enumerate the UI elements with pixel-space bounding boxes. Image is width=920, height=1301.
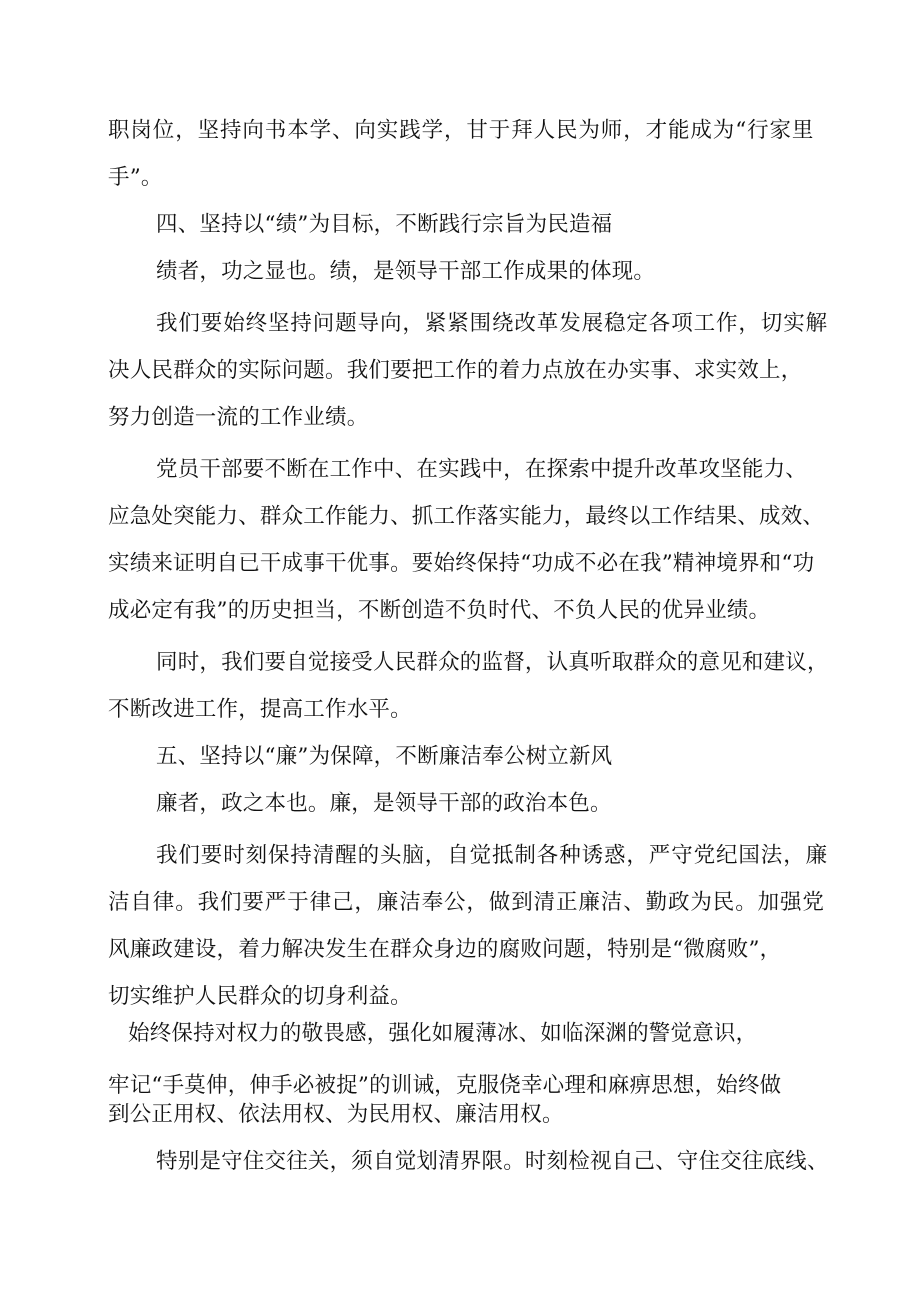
text-line-15: 廉者，政之本也。廉，是领导干部的政治本色。	[156, 791, 612, 816]
text-line-23: 特别是守住交往关，须自觉划清界限。时刻检视自己、守住交往底线、	[156, 1149, 829, 1174]
section-heading-5: 五、坚持以“廉”为保障，不断廉洁奉公树立新风	[156, 744, 613, 769]
text-line-7: 努力创造一流的工作业绩。	[108, 405, 369, 430]
text-line-4: 绩者，功之显也。绩，是领导干部工作成果的体现。	[156, 259, 656, 284]
text-line-20: 始终保持对权力的敬畏感，强化如履薄冰、如临深渊的警觉意识，	[128, 1021, 758, 1046]
text-line-11: 成必定有我”的历史担当，不断创造不负时代、不负人民的优异业绩。	[108, 598, 771, 623]
text-line-6: 决人民群众的实际问题。我们要把工作的着力点放在办实事、求实效上，	[108, 358, 803, 383]
text-line-17: 洁自律。我们要严于律己，廉洁奉公，做到清正廉洁、勤政为民。加强党	[108, 890, 825, 915]
text-line-16: 我们要时刻保持清醒的头脑，自觉抵制各种诱惑，严守党纪国法，廉	[156, 843, 829, 868]
text-line-19: 切实维护人民群众的切身利益。	[108, 984, 412, 1009]
text-line-5: 我们要始终坚持问题导向，紧紧围绕改革发展稳定各项工作，切实解	[156, 311, 829, 336]
text-line-9: 应急处突能力、群众工作能力、抓工作落实能力，最终以工作结果、成效、	[108, 504, 825, 529]
text-line-12: 同时，我们要自觉接受人民群众的监督，认真听取群众的意见和建议，	[156, 650, 829, 675]
text-line-21: 牢记“手莫伸，伸手必被捉”的训诫，克服侥幸心理和麻痹思想，始终做	[108, 1073, 782, 1098]
text-line-13: 不断改进工作，提高工作水平。	[108, 697, 412, 722]
text-line-18: 风廉政建设，着力解决发生在群众身边的腐败问题，特别是“微腐败”，	[108, 937, 782, 962]
text-line-1: 职岗位，坚持向书本学、向实践学，甘于拜人民为师，才能成为“行家里	[108, 118, 815, 143]
text-line-2: 手”。	[108, 165, 163, 190]
text-line-8: 党员干部要不断在工作中、在实践中，在探索中提升改革攻坚能力、	[156, 457, 808, 482]
section-heading-4: 四、坚持以“绩”为目标，不断践行宗旨为民造福	[156, 212, 613, 237]
text-line-10: 实绩来证明自已干成事干优事。要始终保持“功成不必在我”精神境界和“功	[108, 551, 815, 576]
text-line-22: 到公正用权、依法用权、为民用权、廉洁用权。	[108, 1102, 564, 1127]
